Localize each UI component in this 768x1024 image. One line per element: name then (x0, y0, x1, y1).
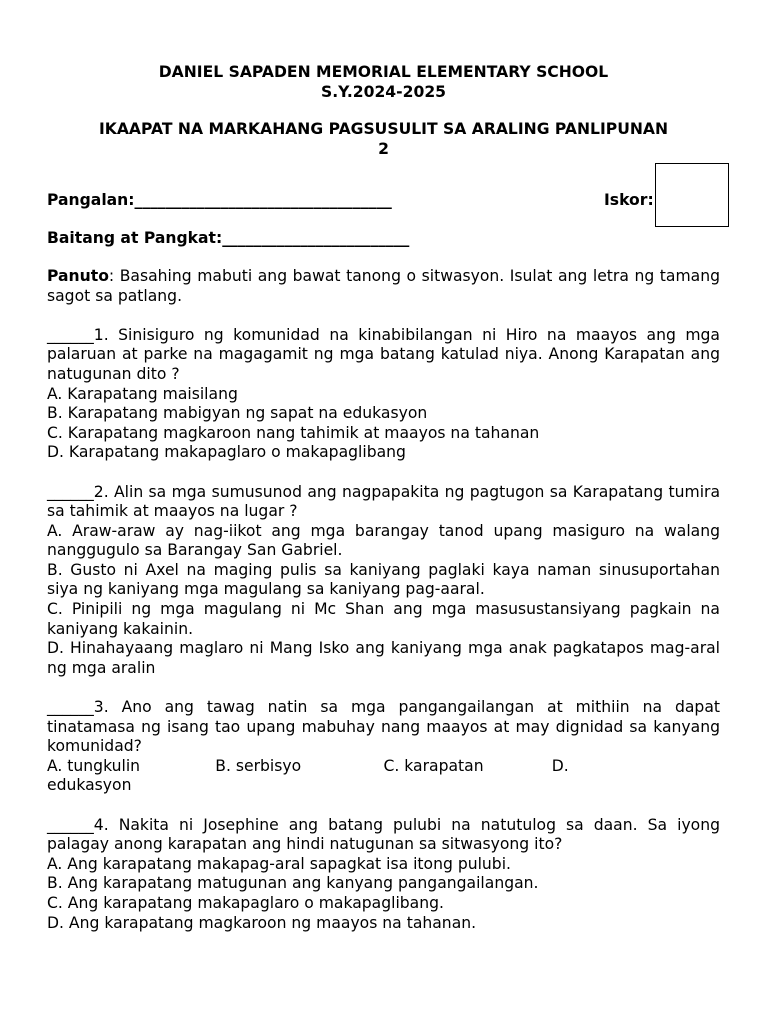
option-c: C. Karapatang magkaroon nang tahimik at maayos na tahanan (47, 423, 540, 442)
name-field[interactable]: Pangalan:_________________________________ (47, 191, 392, 210)
question-stem (47, 326, 720, 385)
option-d-continuation: edukasyon (47, 776, 132, 795)
option-d: D. Hinahayaang maglaro ni Mang Isko ang kaniyang mga anak pagkatapos mag-aral ng mga aralin (47, 639, 720, 677)
answer-blank[interactable]: ______ (47, 698, 94, 717)
question-text: 4. Nakita ni Josephine ang batang pulubi na natutulog sa daan. Sa iyong palagay anong karapatan ang hindi natugunan sa sitwasyong ito? (47, 815, 720, 854)
exam-title-line2: 2 (378, 139, 389, 158)
option-d: D. Karapatang makapaglaro o makapaglibang (47, 443, 406, 462)
option-c: C. Ang karapatang makapaglaro o makapaglibang. (47, 893, 444, 912)
answer-blank[interactable]: ______ (47, 325, 94, 344)
exam-title-line1: IKAAPAT NA MARKAHANG PAGSUSULIT SA ARALING PANLIPUNAN (98, 120, 669, 139)
school-year: S.Y.2024-2025 (320, 82, 447, 101)
grade-section-field[interactable]: Baitang at Pangkat:________________________ (47, 229, 410, 248)
question-2 (47, 483, 720, 679)
option-b: B. Ang karapatang matugunan ang kanyang pangangailangan. (47, 874, 539, 893)
option-a: A. Araw-araw ay nag-iikot ang mga barangay tanod upang masiguro na walang nanggugulo sa Barangay San Gabriel. (47, 521, 720, 560)
option-a: A. tungkulin (47, 756, 141, 775)
instructions-text: : Basahing mabuti ang bawat tanong o sitwasyon. Isulat ang letra ng tamang sagot sa patlang. (47, 266, 720, 305)
option-c: C. karapatan (383, 756, 484, 775)
question-4 (47, 816, 720, 934)
question-stem (47, 816, 720, 855)
option-d: D. Ang karapatang magkaroon ng maayos na tahanan. (47, 913, 477, 932)
question-3 (47, 698, 720, 796)
name-score-row (47, 191, 720, 211)
question-text: 3. Ano ang tawag natin sa mga pangangailangan at mithiin na dapat tinatamasa ng isang tao upang mabuhay nang maayos at may dignidad sa kanyang komunidad? (47, 698, 720, 756)
option-b: B. serbisyo (215, 756, 302, 775)
instructions-label: Panuto (47, 266, 109, 285)
options-row (47, 757, 720, 777)
option-a: A. Karapatang maisilang (47, 384, 238, 403)
option-b: B. Gusto ni Axel na maging pulis sa kaniyang paglaki kaya naman sinusuportahan siya ng kaniyang mga magulang sa kaniyang pag-aaral. (47, 560, 720, 599)
question-stem (47, 483, 720, 522)
question-1 (47, 326, 720, 463)
option-b: B. Karapatang mabigyan ng sapat na edukasyon (47, 404, 428, 423)
answer-blank[interactable]: ______ (47, 815, 94, 834)
score-label: Iskor: (604, 191, 654, 210)
instructions (47, 267, 720, 306)
option-c: C. Pinipili ng mga magulang ni Mc Shan ang mga masusustansiyang pagkain na kaniyang kakainin. (47, 600, 720, 638)
score-box[interactable] (655, 163, 729, 227)
question-text: 2. Alin sa mga sumusunod ang nagpapakita ng pagtugon sa Karapatang tumira sa tahimik at maayos na lugar ? (47, 482, 720, 521)
exam-page (47, 63, 720, 933)
option-d: D. (551, 756, 569, 775)
question-text: 1. Sinisiguro ng komunidad na kinabibilangan ni Hiro na maayos ang mga palaruan at parke na magagamit ng mga batang katulad niya. Anong Karapatan ang natugunan dito ? (47, 325, 720, 383)
option-a: A. Ang karapatang makapag-aral sapagkat isa itong pulubi. (47, 854, 511, 873)
school-name: DANIEL SAPADEN MEMORIAL ELEMENTARY SCHOOL (158, 63, 609, 81)
exam-title (47, 120, 720, 159)
answer-blank[interactable]: ______ (47, 482, 94, 501)
question-stem (47, 698, 720, 757)
